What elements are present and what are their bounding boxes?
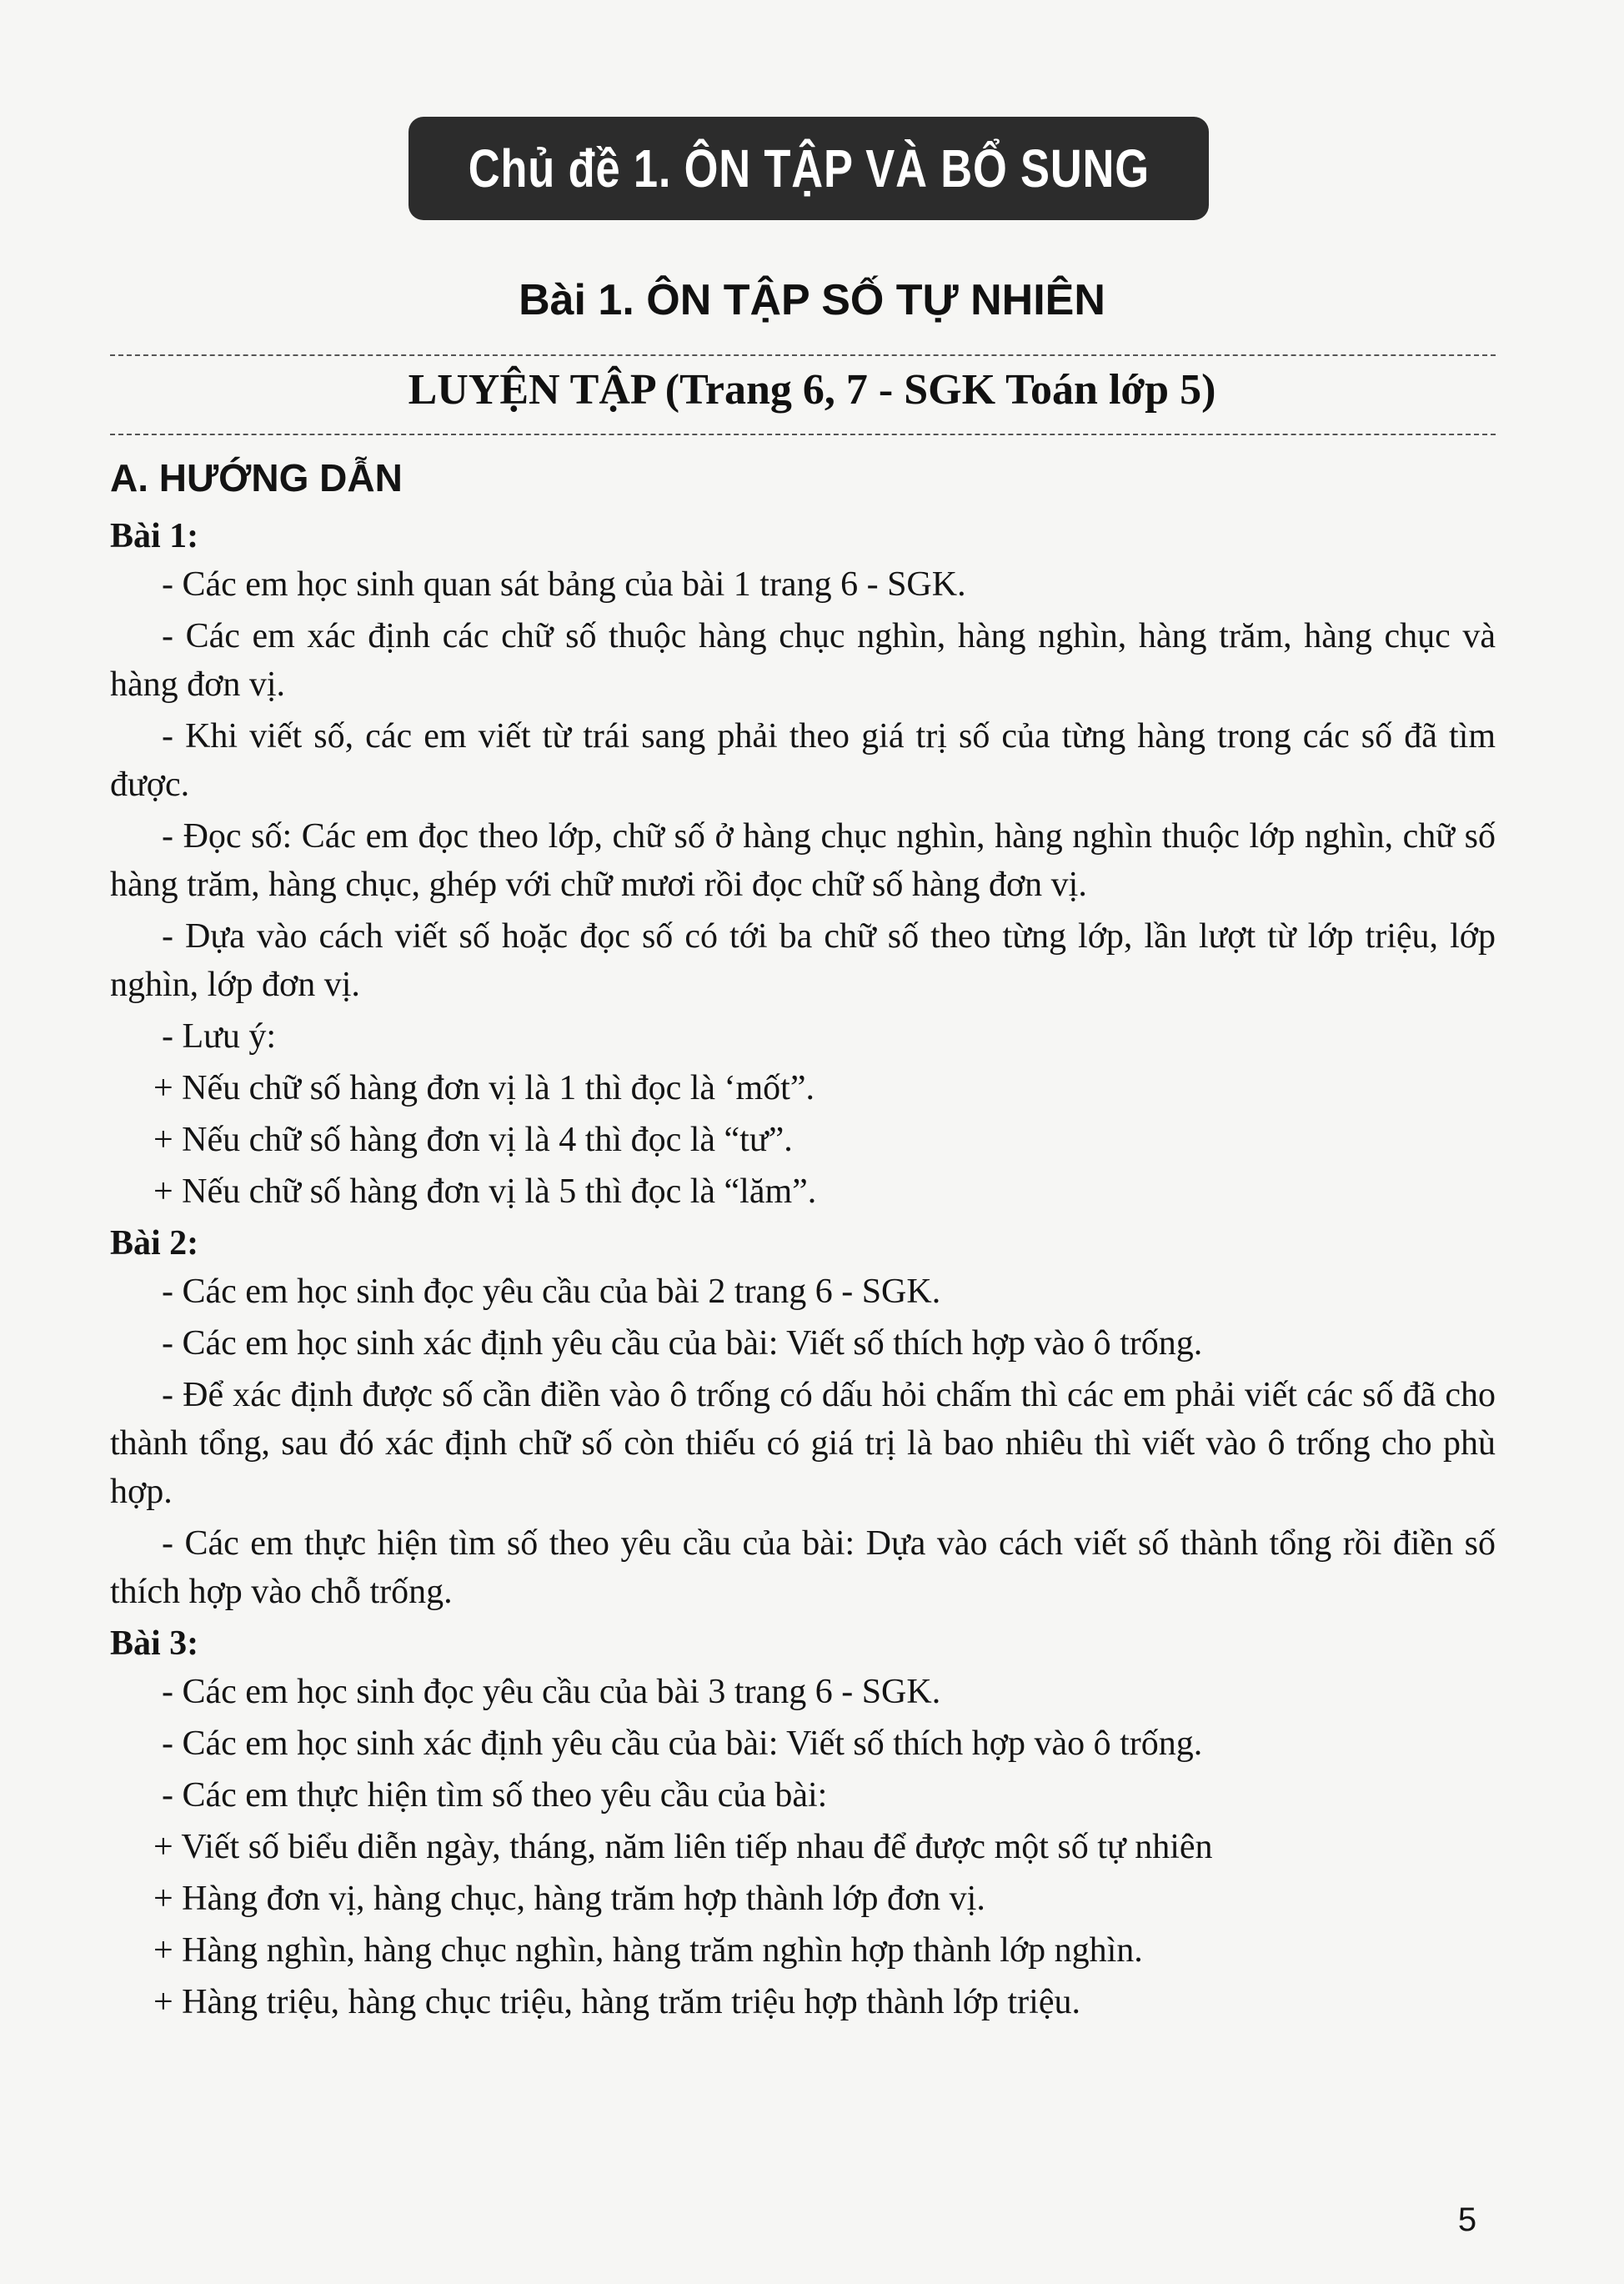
section-heading: A. HƯỚNG DẪN — [110, 456, 403, 499]
exercise-1-line: - Lưu ý: — [162, 1017, 277, 1056]
exercise-3-line: - Các em học sinh đọc yêu cầu của bài 3 trang 6 - SGK. — [162, 1673, 941, 1711]
chapter-banner — [409, 117, 1209, 220]
page-number: 5 — [1457, 2201, 1477, 2238]
exercise-2-line: - Các em thực hiện tìm số theo yêu cầu của bài: Dựa vào cách viết số thành tổng rồi điền số thích hợp vào chỗ trống. — [110, 1524, 1496, 1611]
exercise-2-line: - Để xác định được số cần điền vào ô trống có dấu hỏi chấm thì các em phải viết các số đã cho thành tổng, sau đó xác định chữ số còn thiếu có giá trị là bao nhiêu thì viết vào ô trống cho phù hợp. — [110, 1376, 1496, 1511]
exercise-1-line: - Dựa vào cách viết số hoặc đọc số có tới ba chữ số theo từng lớp, lần lượt từ lớp triệu, lớp nghìn, lớp đơn vị. — [110, 917, 1496, 1004]
exercise-1-note: + Nếu chữ số hàng đơn vị là 4 thì đọc là “tư”. — [153, 1121, 793, 1159]
top-divider — [110, 354, 1496, 356]
bottom-divider — [110, 434, 1496, 435]
exercise-3-note: + Hàng triệu, hàng chục triệu, hàng trăm triệu hợp thành lớp triệu. — [153, 1983, 1080, 2021]
exercise-3-line: - Các em học sinh xác định yêu cầu của bài: Viết số thích hợp vào ô trống. — [162, 1724, 1203, 1763]
exercise-3-note: + Hàng nghìn, hàng chục nghìn, hàng trăm nghìn hợp thành lớp nghìn. — [153, 1931, 1143, 1970]
exercise-1-note: + Nếu chữ số hàng đơn vị là 5 thì đọc là “lăm”. — [153, 1172, 817, 1211]
exercise-3-note: + Hàng đơn vị, hàng chục, hàng trăm hợp thành lớp đơn vị. — [153, 1880, 985, 1918]
exercise-1-line: - Đọc số: Các em đọc theo lớp, chữ số ở hàng chục nghìn, hàng nghìn thuộc lớp nghìn, chữ số hàng trăm, hàng chục, ghép với chữ mươi rồi đọc chữ số hàng đơn vị. — [110, 817, 1496, 904]
practice-title: LUYỆN TẬP (Trang 6, 7 - SGK Toán lớp 5) — [408, 366, 1216, 414]
exercise-1-line: - Các em xác định các chữ số thuộc hàng chục nghìn, hàng nghìn, hàng trăm, hàng chục và hàng đơn vị. — [110, 617, 1496, 704]
chapter-banner-text: Chủ đề 1. ÔN TẬP VÀ BỔ SUNG — [468, 138, 1150, 198]
exercise-2-line: - Các em học sinh đọc yêu cầu của bài 2 trang 6 - SGK. — [162, 1273, 941, 1311]
exercise-1-title: Bài 1: — [110, 517, 199, 555]
exercise-3-title: Bài 3: — [110, 1624, 199, 1663]
exercise-3-note: + Viết số biểu diễn ngày, tháng, năm liên tiếp nhau để được một số tự nhiên — [153, 1828, 1213, 1866]
exercise-2-line: - Các em học sinh xác định yêu cầu của bài: Viết số thích hợp vào ô trống. — [162, 1324, 1203, 1363]
exercise-1-line: - Các em học sinh quan sát bảng của bài 1 trang 6 - SGK. — [162, 565, 966, 604]
page-content — [110, 450, 1496, 2030]
exercise-3-line: - Các em thực hiện tìm số theo yêu cầu của bài: — [162, 1776, 828, 1815]
exercise-2-title: Bài 2: — [110, 1224, 199, 1262]
exercise-1-line: - Khi viết số, các em viết từ trái sang phải theo giá trị số của từng hàng trong các số đã tìm được. — [110, 717, 1496, 804]
lesson-title: Bài 1. ÔN TẬP SỐ TỰ NHIÊN — [519, 276, 1105, 324]
exercise-1-note: + Nếu chữ số hàng đơn vị là 1 thì đọc là ‘mốt”. — [153, 1069, 815, 1107]
